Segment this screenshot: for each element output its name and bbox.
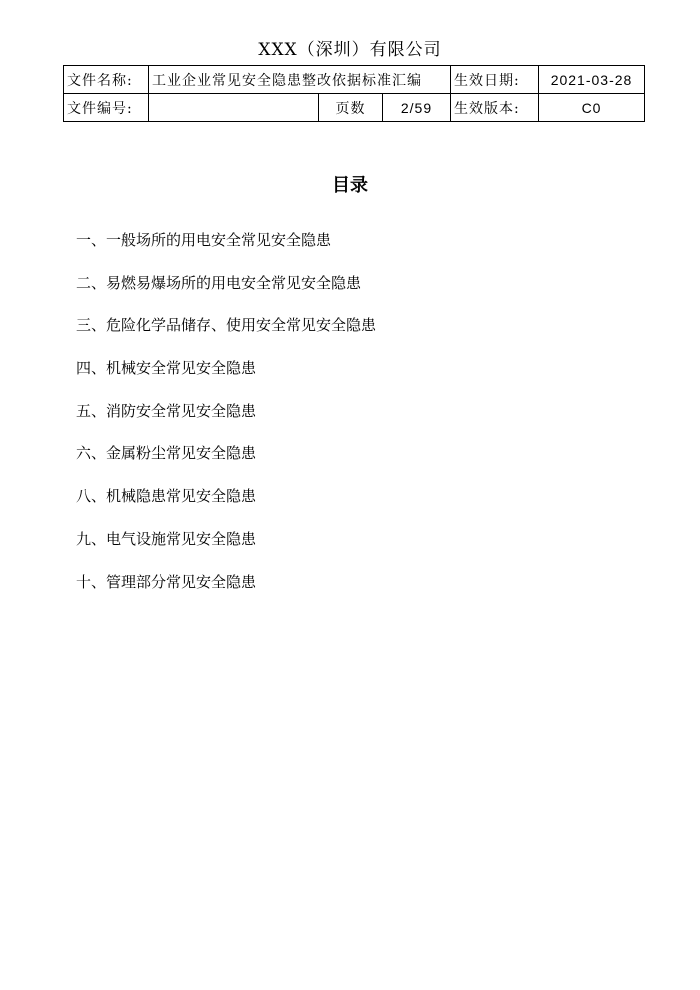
file-number-value — [149, 94, 319, 122]
toc-item: 二、易燃易爆场所的用电安全常见安全隐患 — [76, 273, 362, 292]
file-name-value: 工业企业常见安全隐患整改依据标准汇编 — [149, 66, 451, 94]
effective-date-label: 生效日期: — [451, 66, 539, 94]
document-header-table — [63, 65, 645, 122]
toc-item: 十、管理部分常见安全隐患 — [76, 572, 257, 591]
version-value: C0 — [539, 94, 645, 122]
toc-item: 五、消防安全常见安全隐患 — [76, 401, 257, 420]
pages-value: 2/59 — [383, 94, 451, 122]
pages-label: 页数 — [319, 94, 383, 122]
file-number-label: 文件编号: — [64, 94, 149, 122]
version-label: 生效版本: — [451, 94, 539, 122]
toc-item: 六、金属粉尘常见安全隐患 — [76, 444, 257, 463]
effective-date-value: 2021-03-28 — [539, 66, 645, 94]
toc-item: 四、机械安全常见安全隐患 — [76, 359, 257, 378]
company-name: XXX（深圳）有限公司 — [258, 40, 442, 60]
header-row-file-name — [64, 66, 645, 94]
toc-item: 九、电气设施常见安全隐患 — [76, 529, 257, 548]
toc-list — [76, 229, 376, 613]
toc-item: 一、一般场所的用电安全常见安全隐患 — [76, 231, 332, 249]
file-name-label: 文件名称: — [64, 66, 149, 94]
toc-title: 目录 — [332, 175, 368, 196]
header-row-file-number — [64, 94, 645, 122]
toc-item: 八、机械隐患常见安全隐患 — [76, 487, 257, 506]
toc-item: 三、危险化学品储存、使用安全常见安全隐患 — [76, 316, 377, 335]
